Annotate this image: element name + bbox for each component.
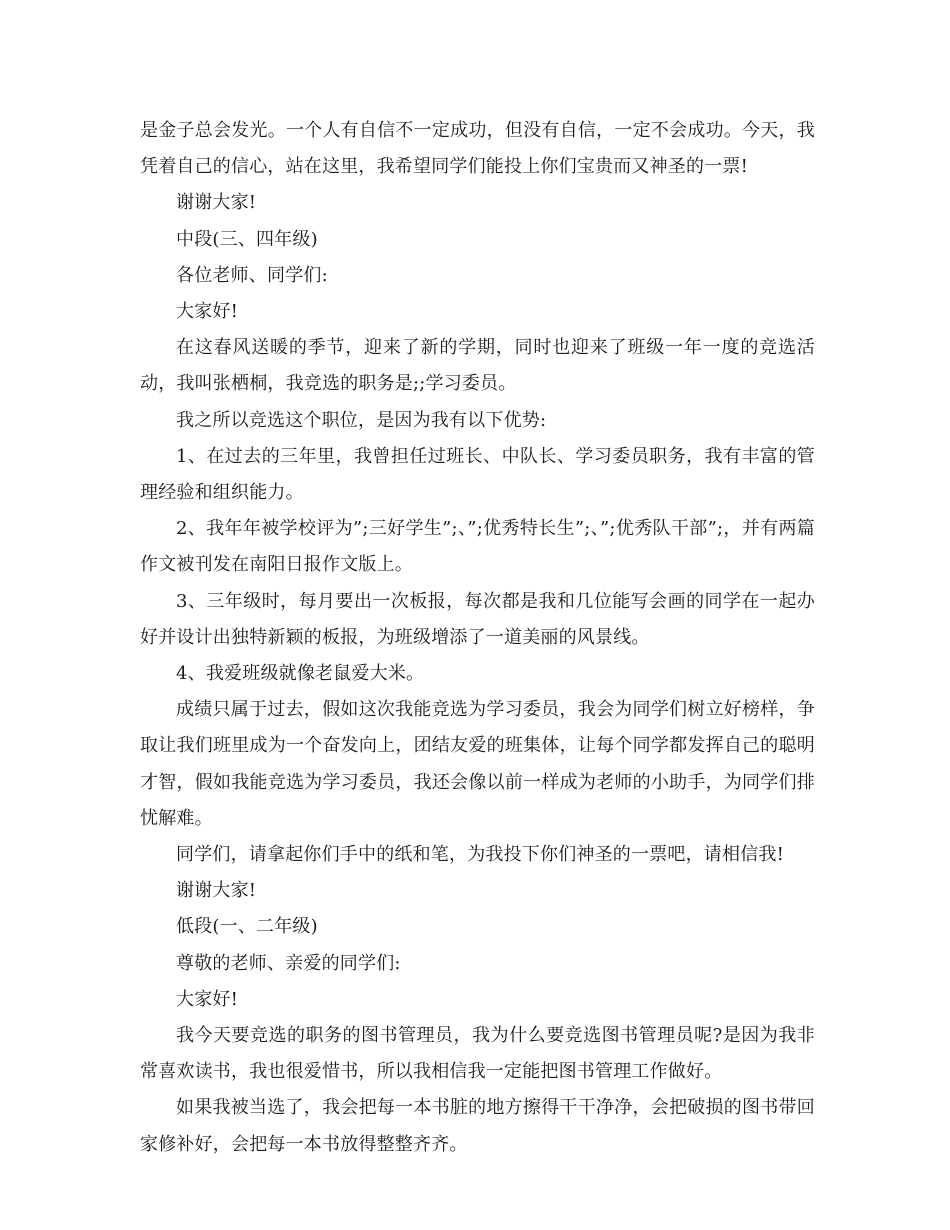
document-body [140, 113, 815, 1163]
paragraph-thanks-2: 谢谢大家! [176, 880, 257, 902]
list-item-advantage-1: 1、在过去的三年里，我曾担任过班长、中队长、学习委员职务，我有丰富的管理经验和组织能力。 [140, 445, 815, 504]
paragraph-vote-request: 同学们，请拿起你们手中的纸和笔，为我投下你们神圣的一票吧，请相信我! [176, 844, 785, 866]
paragraph-spring-election: 在这春风送暖的季节，迎来了新的学期，同时也迎来了班级一年一度的竞选活动，我叫张栖桐，我竞选的职务是;;学习委员。 [140, 337, 815, 395]
paragraph-thanks-1: 谢谢大家! [176, 192, 257, 214]
section-heading-middle-grades: 中段(三、四年级) [176, 228, 318, 250]
greeting-hello-2: 大家好! [176, 988, 239, 1010]
greeting-teachers-students: 各位老师、同学们: [176, 264, 328, 286]
paragraph-librarian-promise: 如果我被当选了，我会把每一本书脏的地方擦得干干净净，会把破损的图书带回家修补好，会把每一本书放得整整齐齐。 [140, 1097, 815, 1155]
paragraph-advantages-intro: 我之所以竞选这个职位，是因为我有以下优势: [176, 409, 547, 431]
greeting-respected-teachers: 尊敬的老师、亲爱的同学们: [176, 952, 401, 974]
paragraph-achievements-past: 成绩只属于过去，假如这次我能竞选为学习委员，我会为同学们树立好榜样，争取让我们班里成为一个奋发向上，团结友爱的班集体，让每个同学都发挥自己的聪明才智，假如我能竞选为学习委员，我还会像以前一样成为老师的小助手，为同学们排忧解难。 [140, 699, 815, 829]
greeting-hello-1: 大家好! [176, 301, 239, 323]
section-heading-lower-grades: 低段(一、二年级) [176, 916, 318, 938]
paragraph-librarian-reason: 我今天要竞选的职务的图书管理员，我为什么要竞选图书管理员呢?是因为我非常喜欢读书，我也很爱惜书，所以我相信我一定能把图书管理工作做好。 [140, 1025, 815, 1083]
paragraph-gold-shines: 是金子总会发光。一个人有自信不一定成功，但没有自信，一定不会成功。今天，我凭着自己的信心，站在这里，我希望同学们能投上你们宝贵而又神圣的一票! [140, 120, 815, 178]
list-item-advantage-3: 3、三年级时，每月要出一次板报，每次都是我和几位能写会画的同学在一起办好并设计出独特新颖的板报，为班级增添了一道美丽的风景线。 [140, 590, 815, 648]
list-item-advantage-4: 4、我爱班级就像老鼠爱大米。 [176, 663, 425, 685]
list-item-advantage-2: 2、我年年被学校评为”;三好学生”;、”;优秀特长生”;、”;优秀队干部”;，并有两篇作文被刊发在南阳日报作文版上。 [140, 518, 815, 576]
